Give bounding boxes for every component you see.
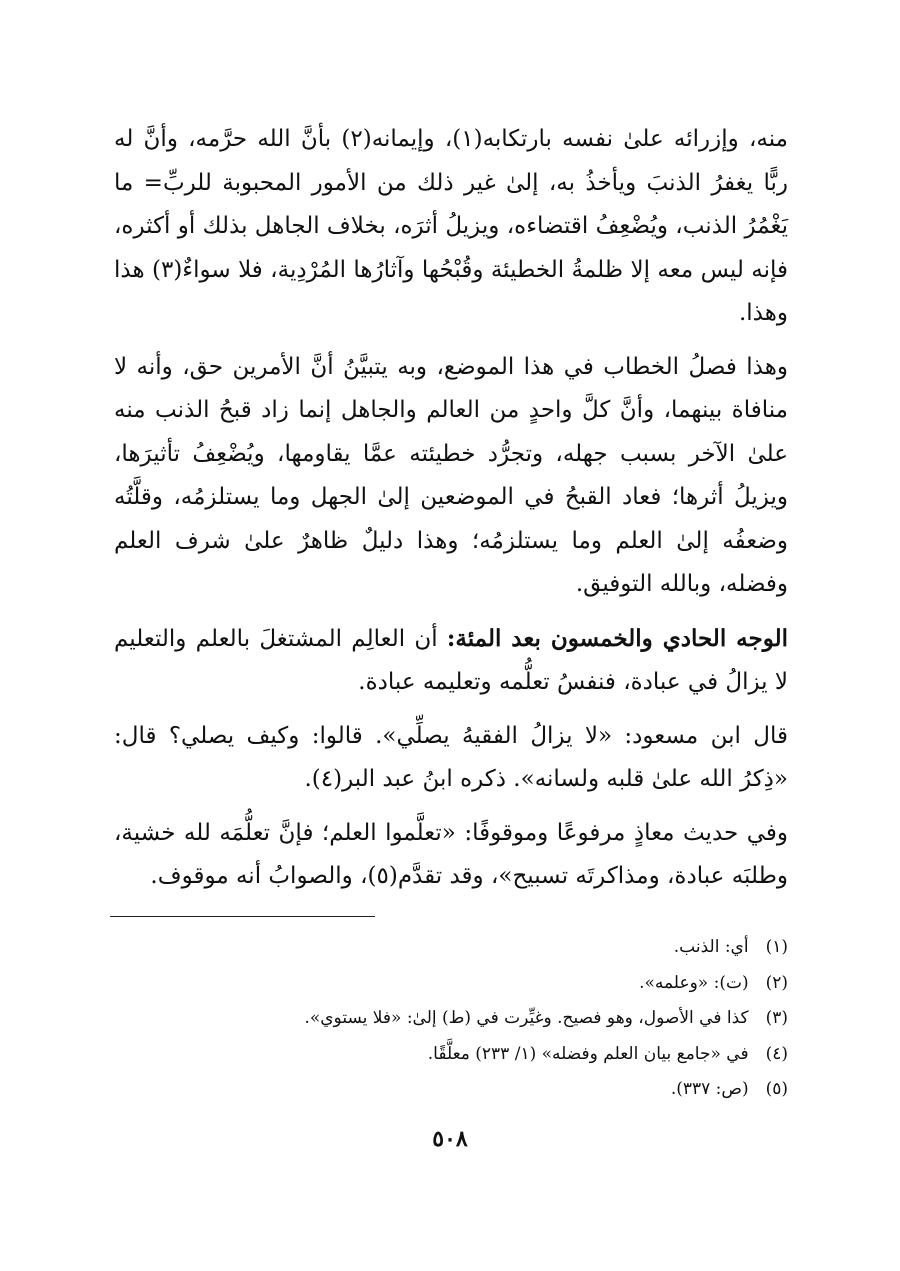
paragraph-2: وهذا فصلُ الخطاب في هذا الموضع، وبه يتبيَّنُ أنَّ الأمرين حق، وأنه لا منافاة بينهما، وأنَّ كلَّ واحدٍ من العالم والجاهل إنما زاد قبحُ الذنب منه علىٰ الآخر بسبب جهله، وتجرُّد خطيئته عمَّا يقاومها، ويُضْعِفُ تأثيرَها، ويزيلُ أثرها؛ فعاد القبحُ في الموضعين إلىٰ الجهل وما يستلزمُه، وقلَّتُه وضعفُه إلىٰ العلم وما يستلزمُه؛ وهذا دليلٌ ظاهرٌ علىٰ شرف العلم وفضله، وبالله التوفيق. bbox=[114, 353, 788, 597]
footnote-text: (ت): «وعلمه». bbox=[639, 972, 749, 993]
footnote-1 bbox=[114, 930, 788, 966]
footnote-divider bbox=[110, 916, 375, 917]
footnote-text: أي: الذنب. bbox=[673, 937, 749, 957]
footnote-text: (ص: ٣٣٧). bbox=[670, 1079, 749, 1099]
footnote-number: (٢) bbox=[765, 972, 788, 993]
paragraph-ibn-masud: قال ابن مسعود: «لا يزالُ الفقيهُ يصلِّي». قالوا: وكيف يصلي؟ قال: «ذِكرُ الله علىٰ قلبه ولسانه». ذكره ابنُ عبد البر(٤). bbox=[114, 722, 788, 792]
page-number: ٥٠٨ bbox=[432, 1126, 468, 1152]
footnote-number: (٣) bbox=[765, 1008, 788, 1028]
footnote-4 bbox=[114, 1037, 788, 1073]
footnote-3 bbox=[114, 1001, 788, 1037]
paragraph-muadh: وفي حديث معاذٍ مرفوعًا وموقوفًا: «تعلَّموا العلم؛ فإنَّ تعلُّمَه لله خشية، وطلبَه عبادة، ومذاكرتَه تسبيح»، وقد تقدَّم(٥)، والصوابُ أنه موقوف. bbox=[114, 819, 788, 889]
main-text bbox=[114, 118, 788, 909]
footnote-2 bbox=[114, 966, 788, 1002]
footnote-text: كذا في الأصول، وهو فصيح. وغيِّرت في (ط) إلىٰ: «فلا يستوي». bbox=[304, 1008, 749, 1028]
footnote-number: (١) bbox=[765, 937, 788, 957]
footnotes bbox=[114, 930, 788, 1108]
footnote-text: في «جامع بيان العلم وفضله» (١/ ٢٣٣) معلَّقًا. bbox=[427, 1043, 749, 1064]
section-paragraph bbox=[114, 617, 788, 705]
paragraph-1: منه، وإزرائه علىٰ نفسه بارتكابه(١)، وإيمانه(٢) بأنَّ الله حرَّمه، وأنَّ له ربًّا يغفرُ الذنبَ ويأخذُ به، إلىٰ غير ذلك من الأمور المحبوبة للربِّ= ما يَغْمُرُ الذنب، ويُضْعِفُ اقتضاءه، ويزيلُ أثرَه، بخلاف الجاهل بذلك أو أكثره، فإنه ليس معه إلا ظلمةُ الخطيئة وقُبْحُها وآثارُها المُرْدِية، فلا سواءٌ(٣) هذا وهذا. bbox=[114, 126, 788, 326]
footnote-number: (٤) bbox=[765, 1043, 788, 1064]
section-heading: الوجه الحادي والخمسون بعد المئة: bbox=[446, 624, 788, 652]
footnote-number: (٥) bbox=[765, 1079, 788, 1099]
footnote-5 bbox=[114, 1072, 788, 1108]
section-text: أن العالِم المشتغلَ بالعلم والتعليم لا يزالُ في عبادة، فنفسُ تعلُّمه وتعليمه عبادة. bbox=[114, 625, 788, 695]
